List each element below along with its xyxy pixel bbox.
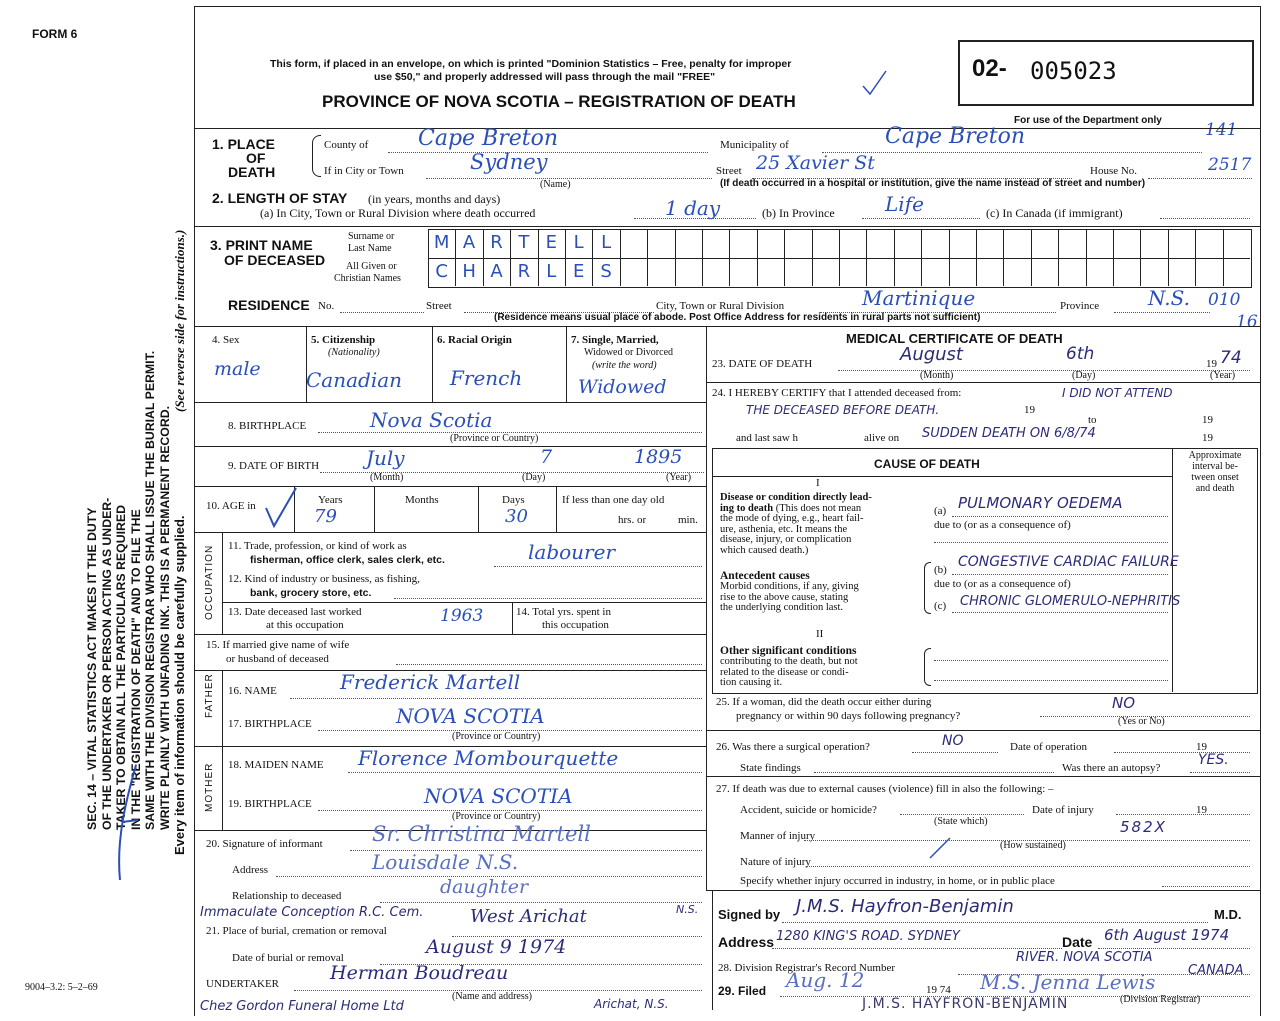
name-grid-divider <box>812 229 813 286</box>
how-sustained-caption: (How sustained) <box>1000 840 1066 851</box>
trade-value: labourer <box>528 540 616 564</box>
name-grid-divider <box>949 229 950 286</box>
surgery-question: 26. Was there a surgical operation? <box>716 741 870 753</box>
cert-end-century: 19 <box>1202 414 1213 426</box>
findings-label: State findings <box>740 762 801 774</box>
record-number-label: 28. Division Registrar's Record Number <box>718 962 896 974</box>
other-conditions-note <box>720 645 858 689</box>
spouse-label: or husband of deceased <box>226 653 329 665</box>
signed-by-label: Signed by <box>718 907 781 922</box>
father-birthplace-label: 17. BIRTHPLACE <box>228 718 312 730</box>
nature-label: Nature of injury <box>740 856 811 868</box>
father-birthplace-value: NOVA SCOTIA <box>396 704 545 728</box>
residence-note: (Residence means usual place of abode. Post Office Address for residents in rural parts not sufficient) <box>494 312 981 323</box>
medical-title: MEDICAL CERTIFICATE OF DEATH <box>846 331 1063 346</box>
disease-note-line: the mode of dying, e.g., heart fail- <box>720 513 864 524</box>
undertaker-label: UNDERTAKER <box>206 978 280 990</box>
disease-note-line: disease, injury, or complication <box>720 534 852 545</box>
due-to-b: due to (or as a consequence of) <box>934 578 1071 590</box>
due-to-a: due to (or as a consequence of) <box>934 519 1071 531</box>
given-name-letter: E <box>573 261 585 282</box>
form-title: PROVINCE OF NOVA SCOTIA – REGISTRATION OF DEATH <box>322 92 796 111</box>
state-which-caption: (State which) <box>934 816 988 827</box>
interval-line: and death <box>1195 483 1235 494</box>
informant-address-label: Address <box>232 864 269 876</box>
antecedent-line: Morbid conditions, if any, giving <box>720 581 859 592</box>
name-grid-divider <box>647 229 648 286</box>
stay-city-label: (a) In City, Town or Rural Division where death occurred <box>260 206 536 220</box>
residence-city-label: City, Town or Rural Division <box>656 300 785 312</box>
certify-note-b: THE DECEASED BEFORE DEATH. <box>746 403 940 417</box>
last-worked-label: 13. Date deceased last worked <box>228 606 362 618</box>
operation-date-label: Date of operation <box>1010 741 1087 753</box>
physician-address-country: CANADA <box>1188 963 1244 978</box>
physician-address-value: 1280 KING'S ROAD. SYDNEY <box>776 929 960 944</box>
disease-note <box>720 493 872 556</box>
days-label: Days <box>502 494 525 506</box>
burial-date-value: August 9 1974 <box>426 936 567 958</box>
name-label: 3. PRINT NAME <box>210 237 313 253</box>
name-grid-divider <box>1113 229 1114 286</box>
dod-label: 23. DATE OF DEATH <box>712 358 813 370</box>
disease-note-line: Disease or condition directly lead- <box>720 492 872 503</box>
dept-code: 2517 <box>1208 155 1252 175</box>
mother-name-label: 18. MAIDEN NAME <box>228 759 324 771</box>
given-name-letter: A <box>490 261 503 282</box>
pregnancy-question-2: pregnancy or within 90 days following pregnancy? <box>736 710 961 722</box>
dod-month: August <box>900 344 963 365</box>
external-causes-question: 27. If death was due to external causes (violence) fill in also the following: – <box>716 783 1054 795</box>
dept-use-label: For use of the Department only <box>1014 115 1162 126</box>
name-grid-divider <box>620 229 621 286</box>
informant-label: 20. Signature of informant <box>206 838 323 850</box>
total-years-label: this occupation <box>542 619 609 631</box>
burial-date-label: Date of burial or removal <box>232 952 344 964</box>
registration-prefix: 02- <box>972 55 1007 82</box>
other-line: tion causing it. <box>720 677 783 688</box>
name-caption: (Name) <box>540 179 571 190</box>
interval-line: interval be- <box>1192 461 1238 472</box>
birthplace-label: 8. BIRTHPLACE <box>228 420 307 432</box>
mother-birthplace-caption: (Province or Country) <box>452 811 541 822</box>
statute-line: SEC. 14 – VITAL STATISTICS ACT MAKES IT THE DUTY <box>85 507 99 830</box>
statute-line: TAKER TO OBTAIN ALL THE PARTICULARS REQUIRED <box>114 505 129 830</box>
residence-province-value: N.S. <box>1148 286 1190 310</box>
age-check-mark <box>262 484 302 530</box>
name-grid-divider <box>1140 229 1141 286</box>
name-grid-divider <box>702 229 703 286</box>
mother-birthplace-label: 19. BIRTHPLACE <box>228 798 312 810</box>
form-number: FORM 6 <box>32 27 78 41</box>
interval-line: tween onset <box>1191 472 1239 483</box>
dob-month: July <box>366 446 405 470</box>
last-seen-label: and last saw h <box>736 432 799 444</box>
name-grid-divider <box>1058 229 1059 286</box>
dob-day: 7 <box>540 446 553 468</box>
birthplace-caption: (Province or Country) <box>450 433 539 444</box>
check-mark <box>860 68 890 98</box>
day-caption: (Day) <box>1072 370 1096 381</box>
stay-canada-label: (c) In Canada (if immigrant) <box>986 206 1123 220</box>
name-grid-divider <box>976 229 977 286</box>
cause-c-value: CHRONIC GLOMERULO-NEPHRITIS <box>960 594 1181 609</box>
given-name-letter: S <box>600 261 612 282</box>
statute-line: OF THE UNDERTAKER OR PERSON ACTING AS UNDER- <box>99 497 114 830</box>
dod-century: 19 <box>1206 358 1217 370</box>
residence-no-label: No. <box>318 300 335 312</box>
mother-birthplace-value: NOVA SCOTIA <box>424 784 573 808</box>
day-caption: (Day) <box>522 472 546 483</box>
name-grid-divider <box>866 229 867 286</box>
name-grid-divider <box>921 229 922 286</box>
dod-day: 6th <box>1066 344 1095 364</box>
dept-code: 010 <box>1208 290 1241 310</box>
place-label: DEATH <box>228 164 276 180</box>
last-seen-century: 19 <box>1202 432 1213 444</box>
surname-letter: M <box>433 232 450 253</box>
antecedent-note <box>720 570 859 614</box>
statute-notice <box>85 351 173 830</box>
physician-address-cont: RIVER. NOVA SCOTIA <box>1016 950 1153 965</box>
citizenship-value: Canadian <box>306 368 403 392</box>
name-grid-divider <box>1223 229 1224 286</box>
hospital-note: (If death occurred in a hospital or institution, give the name instead of street and number) <box>720 178 1146 189</box>
given-name-letter: R <box>517 261 531 282</box>
name-grid-divider <box>1168 229 1169 286</box>
statute-line: IN THE "REGISTRATION OF DEATH" AND TO FILE THE <box>128 509 143 830</box>
residence-street-label: Street <box>426 300 452 312</box>
specify-label: Specify whether injury occurred in industry, in home, or in public place <box>740 875 1055 887</box>
given-name-letter: L <box>546 261 557 282</box>
other-line: contributing to the death, but not <box>720 656 858 667</box>
cemetery-province: N.S. <box>676 903 699 916</box>
undertaker-caption: (Name and address) <box>452 991 532 1002</box>
certify-note-a: I DID NOT ATTEND <box>1062 386 1173 400</box>
cause-c-label: (c) <box>934 600 947 612</box>
yes-no-caption: (Yes or No) <box>1118 716 1165 727</box>
cert-to-century: 19 <box>1024 404 1035 416</box>
disease-note-line: which caused death.) <box>720 544 809 556</box>
antecedent-line: rise to the above cause, stating <box>720 591 849 603</box>
informant-signature: Sr. Christina Martell <box>372 822 591 846</box>
name-grid-divider <box>729 229 730 286</box>
margin-pen-mark <box>108 760 148 890</box>
stock-number: 9004–3.2: 5–2–69 <box>25 982 98 993</box>
dept-code: 16 <box>1236 312 1258 332</box>
dept-code: 141 <box>1205 120 1238 140</box>
year-caption: (Year) <box>666 472 692 483</box>
dob-label: 9. DATE OF BIRTH <box>228 460 320 472</box>
last-worked-label: at this occupation <box>266 619 344 631</box>
manner-pen-mark <box>928 836 954 860</box>
marital-label: 7. Single, Married, <box>571 334 659 346</box>
manner-label: Manner of injury <box>740 830 816 842</box>
other-line: Other significant conditions <box>720 645 857 657</box>
cause-title: CAUSE OF DEATH <box>874 457 980 471</box>
citizenship-label: 5. Citizenship <box>311 334 376 346</box>
age-label: 10. AGE in <box>206 500 256 512</box>
sign-date-value: 6th August 1974 <box>1104 926 1230 944</box>
age-years-value: 79 <box>314 506 337 527</box>
surname-letter: A <box>462 232 476 253</box>
industry-label: 12. Kind of industry or business, as fishing, <box>228 573 420 585</box>
cemetery-value: Immaculate Conception R.C. Cem. <box>200 905 424 920</box>
physician-address-label: Address <box>718 934 775 950</box>
age-days-value: 30 <box>505 506 528 527</box>
given-name-letter: H <box>462 261 476 282</box>
statute-line: SAME WITH THE DIVISION REGISTRAR WHO SHALL ISSUE THE BURIAL PERMIT. <box>143 350 158 830</box>
residence-label: RESIDENCE <box>228 297 310 313</box>
cemetery-place: West Arichat <box>470 906 587 927</box>
disease-note-bold: ing to death <box>720 502 774 514</box>
registrar-caption: (Division Registrar) <box>1120 994 1201 1005</box>
surgery-value: NO <box>942 733 964 749</box>
hours-label: hrs. or <box>618 514 647 526</box>
last-seen-value: SUDDEN DEATH ON 6/8/74 <box>922 426 1096 441</box>
stay-province-label: (b) In Province <box>762 206 835 220</box>
autopsy-label: Was there an autopsy? <box>1062 762 1161 774</box>
mother-side-label: MOTHER <box>204 762 215 812</box>
statute-line: WRITE PLAINLY WITH UNFADING INK. THIS IS A PERMANENT RECORD. <box>157 405 172 830</box>
manner-value: 582X <box>1120 818 1167 836</box>
month-caption: (Month) <box>370 472 404 483</box>
surname-label: Surname or <box>348 231 395 242</box>
racial-origin-value: French <box>450 366 523 390</box>
informant-address-value: Louisdale N.S. <box>372 850 519 874</box>
funeral-home-value: Chez Gordon Funeral Home Ltd <box>200 999 404 1014</box>
funeral-home-town: Arichat, N.S. <box>594 997 669 1011</box>
name-grid-divider <box>675 229 676 286</box>
stay-city-value: 1 day <box>665 196 721 220</box>
burial-place-label: 21. Place of burial, cremation or removal <box>206 925 387 937</box>
injury-date-label: Date of injury <box>1032 804 1094 816</box>
residence-city-value: Martinique <box>862 286 976 310</box>
cause-a-value: PULMONARY OEDEMA <box>958 494 1123 512</box>
month-caption: (Month) <box>920 370 954 381</box>
residence-province-label: Province <box>1060 300 1100 312</box>
last-seen-label-2: alive on <box>864 432 900 444</box>
disease-note-normal: (This does not mean <box>775 502 862 514</box>
industry-examples: bank, grocery store, etc. <box>250 587 372 599</box>
stay-label: 2. LENGTH OF STAY <box>212 190 348 206</box>
name-grid-divider <box>1195 229 1196 286</box>
mother-name-value: Florence Mombourquette <box>358 746 619 770</box>
other-line: related to the disease or condi- <box>720 666 849 678</box>
antecedent-line: the underlying condition last. <box>720 602 844 613</box>
stay-hint: (in years, months and days) <box>368 192 501 206</box>
dod-year: 74 <box>1220 348 1242 368</box>
filed-year: 19 74 <box>926 984 951 996</box>
antecedent-line: Antecedent causes <box>720 570 810 582</box>
last-worked-value: 1963 <box>440 606 484 626</box>
place-label: 1. PLACE <box>212 136 276 152</box>
postage-note-2: use $50," and properly addressed will pass through the mail "FREE" <box>374 71 716 83</box>
registration-number: 005023 <box>1030 57 1117 85</box>
municipality-label: Municipality of <box>720 139 789 151</box>
name-grid-divider <box>757 229 758 286</box>
physician-signature: J.M.S. Hayfron-Benjamin <box>796 896 1014 917</box>
year-caption: (Year) <box>1210 370 1236 381</box>
father-side-label: FATHER <box>204 673 215 718</box>
relationship-value: daughter <box>440 876 529 898</box>
marital-label: Widowed or Divorced <box>584 347 674 358</box>
house-label: House No. <box>1090 165 1138 177</box>
injury-century: 19 <box>1196 804 1207 816</box>
name-grid-divider <box>784 229 785 286</box>
given-label: Christian Names <box>334 273 401 284</box>
surname-letter: T <box>518 232 530 253</box>
name-grid-divider <box>839 229 840 286</box>
pregnancy-value: NO <box>1112 694 1136 712</box>
surname-letter: R <box>490 232 503 253</box>
city-label: If in City or Town <box>324 165 404 177</box>
surname-letter: L <box>573 232 584 253</box>
surname-letter: L <box>601 232 612 253</box>
given-name-letter: C <box>435 261 448 282</box>
undertaker-value: Herman Boudreau <box>330 962 509 984</box>
relationship-label: Relationship to deceased <box>232 890 342 902</box>
filed-label: 29. Filed <box>718 984 767 998</box>
street-label: Street <box>716 165 742 177</box>
father-name-value: Frederick Martell <box>340 670 521 694</box>
spouse-label: 15. If married give name of wife <box>206 639 350 651</box>
operation-century: 19 <box>1196 741 1207 753</box>
years-label: Years <box>318 494 343 506</box>
filed-date: Aug. 12 <box>786 968 865 992</box>
pregnancy-question: 25. If a woman, did the death occur either during <box>716 696 932 708</box>
physician-name-stamp: J.M.S. HAYFRON-BENJAMIN <box>862 996 1069 1012</box>
cause-section-ii: II <box>816 628 824 640</box>
cause-a-label: (a) <box>934 505 947 517</box>
county-label: County of <box>324 139 369 151</box>
cause-section-i: I <box>816 477 820 489</box>
city-value: Sydney <box>470 150 548 174</box>
interval-label <box>1178 450 1252 494</box>
marital-label: (write the word) <box>592 360 657 371</box>
marital-value: Widowed <box>578 376 667 398</box>
occupation-side-label: OCCUPATION <box>204 544 215 620</box>
less-than-day-label: If less than one day old <box>562 494 665 506</box>
birthplace-value: Nova Scotia <box>370 408 493 432</box>
careful-notice: Every item of information should be carefully supplied. <box>172 515 187 855</box>
place-label: OF <box>246 150 266 166</box>
municipality-value: Cape Breton <box>885 124 1026 149</box>
given-label: All Given or <box>346 261 397 272</box>
certify-label: 24. I HEREBY CERTIFY that I attended deceased from: <box>712 387 962 399</box>
sex-label: 4. Sex <box>212 334 240 346</box>
cause-b-label: (b) <box>934 564 947 576</box>
stay-province-value: Life <box>885 192 924 216</box>
father-birthplace-caption: (Province or Country) <box>452 731 541 742</box>
cert-to: to <box>1088 414 1097 426</box>
months-label: Months <box>405 494 439 506</box>
sex-value: male <box>214 358 261 380</box>
name-grid-divider <box>1003 229 1004 286</box>
name-grid-divider <box>1031 229 1032 286</box>
autopsy-value: YES. <box>1198 752 1229 768</box>
cause-b-value: CONGESTIVE CARDIAC FAILURE <box>958 554 1179 570</box>
name-grid-divider <box>1086 229 1087 286</box>
surname-letter: E <box>545 232 557 253</box>
minutes-label: min. <box>678 514 698 526</box>
registrar-signature: M.S. Jenna Lewis <box>980 970 1156 994</box>
name-label: OF DECEASED <box>224 252 326 268</box>
name-grid-divider <box>894 229 895 286</box>
father-name-label: 16. NAME <box>228 685 277 697</box>
md-label: M.D. <box>1214 907 1242 922</box>
surname-label: Last Name <box>348 243 392 254</box>
county-value: Cape Breton <box>418 126 559 151</box>
dob-year: 1895 <box>634 446 683 468</box>
street-value: 25 Xavier St <box>756 152 875 174</box>
interval-line: Approximate <box>1188 450 1242 461</box>
racial-origin-label: 6. Racial Origin <box>437 334 512 346</box>
trade-label: 11. Trade, profession, or kind of work as <box>228 540 407 552</box>
postage-note-1: This form, if placed in an envelope, on which is printed "Dominion Statistics – Free, penalty for improper <box>270 58 792 70</box>
reverse-side-note: (See reverse side for instructions.) <box>172 229 187 412</box>
total-years-label: 14. Total yrs. spent in <box>516 606 611 618</box>
accident-label: Accident, suicide or homicide? <box>740 804 877 816</box>
disease-note-line: ure, asthenia, etc. It means the <box>720 523 848 535</box>
sign-date-label: Date <box>1062 934 1093 950</box>
trade-examples: fisherman, office clerk, sales clerk, etc. <box>250 554 445 566</box>
citizenship-sub: (Nationality) <box>328 347 380 358</box>
